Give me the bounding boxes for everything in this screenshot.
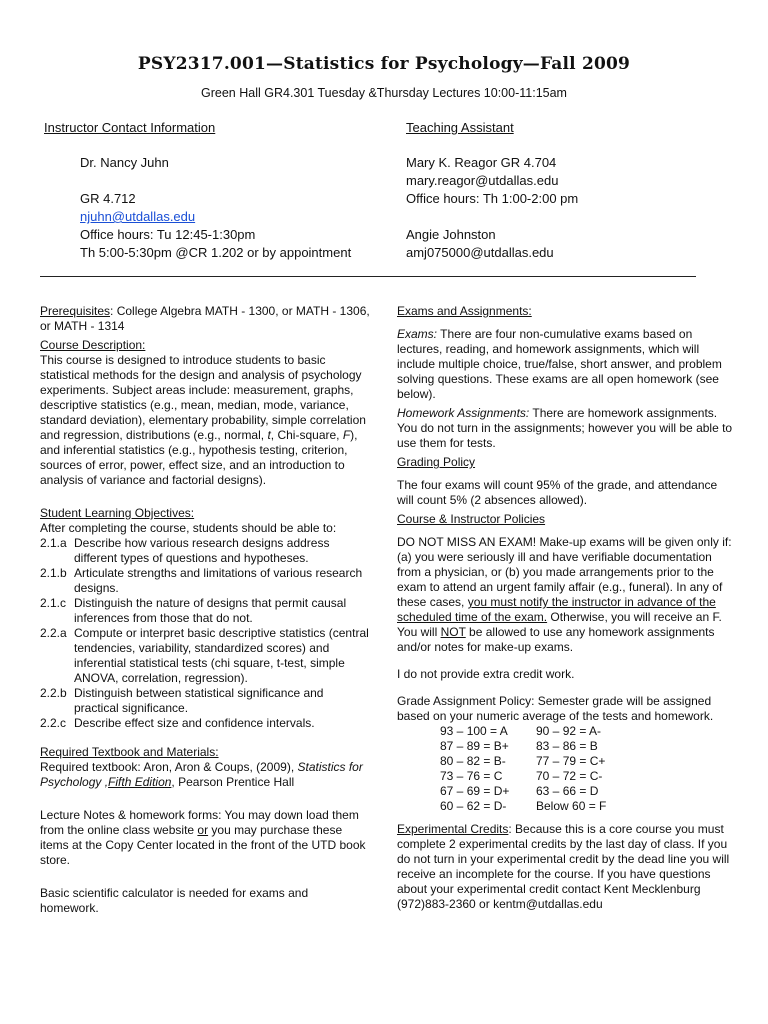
instructor-heading: Instructor Contact Information (44, 120, 216, 135)
slo-heading: Student Learning Objectives: (40, 506, 195, 520)
instructor-name: Dr. Nancy Juhn (80, 155, 169, 170)
ta-contact (406, 119, 736, 262)
grade-cell: 67 – 69 = D+ (440, 784, 510, 798)
grade-cell: 60 – 62 = D- (440, 799, 507, 813)
course-description: This course is designed to introduce students to basic statistical methods for the design and analysis of psychology experiments. Subject areas include: measurement, graphs, descriptive statistics (e.g., mean, median, mode, variance, standard deviation), elementary probability, simple correlation and regression, distributions (e.g., normal, t, Chi-square, F), and inferential statistics (e.g., hypothesis testing, criterion, sources of error, power, effect size, and an introduction to analysis of variance and factorial designs). (40, 353, 366, 487)
grade-cell: 63 – 66 = D (536, 784, 599, 798)
instructor-hours: Office hours: Tu 12:45-1:30pm (80, 227, 256, 242)
grade-scale (440, 724, 733, 814)
objective-item: 2.1.a Describe how various research designs address different types of questions and hypotheses. (40, 536, 330, 565)
ta-name-1: Mary K. Reagor GR 4.704 (406, 155, 557, 170)
extra-credit-note: I do not provide extra credit work. (397, 667, 575, 681)
homework-text: Homework Assignments: There are homework assignments. You do not turn in the assignments; however you will be able to use them for tests. (397, 406, 733, 450)
grading-text: The four exams will count 95% of the grade, and attendance will count 5% (2 absences allowed). (397, 478, 718, 507)
grade-cell: 73 – 76 = C (440, 769, 503, 783)
textbook-text: Required textbook: Aron, Aron & Coups, (2009), Statistics for Psychology ,Fifth Edition, Pearson Prentice Hall (40, 760, 363, 789)
ta-hours-1: Office hours: Th 1:00-2:00 pm (406, 191, 579, 206)
objective-item: 2.1.c Distinguish the nature of designs that permit causal inferences from those that do not. (40, 596, 347, 625)
page-subtitle: Green Hall GR4.301 Tuesday &Thursday Lectures 10:00-11:15am (201, 86, 567, 100)
instructor-office: GR 4.712 (80, 191, 136, 206)
textbook-heading: Required Textbook and Materials: (40, 745, 219, 759)
objective-item: 2.2.a Compute or interpret basic descriptive statistics (central tendencies, variability, standardized scores) and inferential statistical tests (chi square, t-test, simple ANOVA, correlation, regression). (40, 626, 369, 685)
instructor-contact (44, 119, 374, 262)
policies-heading: Course & Instructor Policies (397, 512, 546, 526)
ta-heading: Teaching Assistant (406, 120, 514, 135)
grade-cell: 83 – 86 = B (536, 739, 598, 753)
lecture-notes: Lecture Notes & homework forms: You may down load them from the online class website or you may purchase these items at the Copy Center located in the front of the UTD book store. (40, 808, 366, 867)
prerequisites: Prerequisites: College Algebra MATH - 1300, or MATH - 1306, or MATH - 1314 (40, 304, 370, 333)
left-column (40, 304, 370, 920)
grade-policy: Grade Assignment Policy: Semester grade will be assigned based on your numeric average of the tests and homework. (397, 694, 714, 723)
grade-cell: 87 – 89 = B+ (440, 739, 509, 753)
grade-cell: Below 60 = F (536, 799, 607, 813)
grade-cell: 80 – 82 = B- (440, 754, 506, 768)
objective-item: 2.1.b Articulate strengths and limitations of various research designs. (40, 566, 363, 595)
section-divider (40, 276, 696, 277)
grade-cell: 70 – 72 = C- (536, 769, 603, 783)
experimental-credits: Experimental Credits: Because this is a core course you must complete 2 experimental credits by the last day of class. If you do not turn in your experimental credit by the dead line you will receive an incomplete for the course. If you have questions about your experimental credit contact Kent Mecklenburg (972)883-2360 or kentm@utdallas.edu (397, 822, 730, 911)
slo-intro: After completing the course, students should be able to: (40, 521, 337, 535)
course-description-heading: Course Description: (40, 338, 146, 352)
instructor-email-link[interactable]: njuhn@utdallas.edu (80, 209, 196, 224)
calculator-note: Basic scientific calculator is needed for exams and homework. (40, 886, 309, 915)
grade-cell: 77 – 79 = C+ (536, 754, 606, 768)
objective-item: 2.2.b Distinguish between statistical significance and practical significance. (40, 686, 324, 715)
ta-name-2: Angie Johnston (406, 227, 496, 242)
objective-item: 2.2.c Describe effect size and confidence intervals. (40, 716, 315, 730)
grade-cell: 90 – 92 = A- (536, 724, 602, 738)
right-column (397, 304, 733, 916)
ta-email-1: mary.reagor@utdallas.edu (406, 173, 559, 188)
exams-heading: Exams and Assignments: (397, 304, 532, 318)
page-title: PSY2317.001—Statistics for Psychology—Fall 2009 (137, 54, 631, 74)
grading-heading: Grading Policy (397, 455, 476, 469)
grade-cell: 93 – 100 = A (440, 724, 508, 738)
exams-text: Exams: There are four non-cumulative exams based on lectures, reading, and homework assignments, which will include multiple choice, true/false, short answer, and problem solving questions. These exams are all open homework (see below). (397, 327, 722, 401)
ta-email-2: amj075000@utdallas.edu (406, 245, 554, 260)
instructor-hours-2: Th 5:00-5:30pm @CR 1.202 or by appointment (80, 245, 352, 260)
policies-text: DO NOT MISS AN EXAM! Make-up exams will be given only if: (a) you were seriously ill and have verifiable documentation from a physician, or (b) you made arrangements prior to the exam to attend an urgent family affair (e.g., funeral). In any of these cases, you must notify the instructor in advance of the scheduled time of the exam. Otherwise, you will receive an F. You will NOT be allowed to use any homework assignments and/or notes for make-up exams. (397, 535, 732, 654)
